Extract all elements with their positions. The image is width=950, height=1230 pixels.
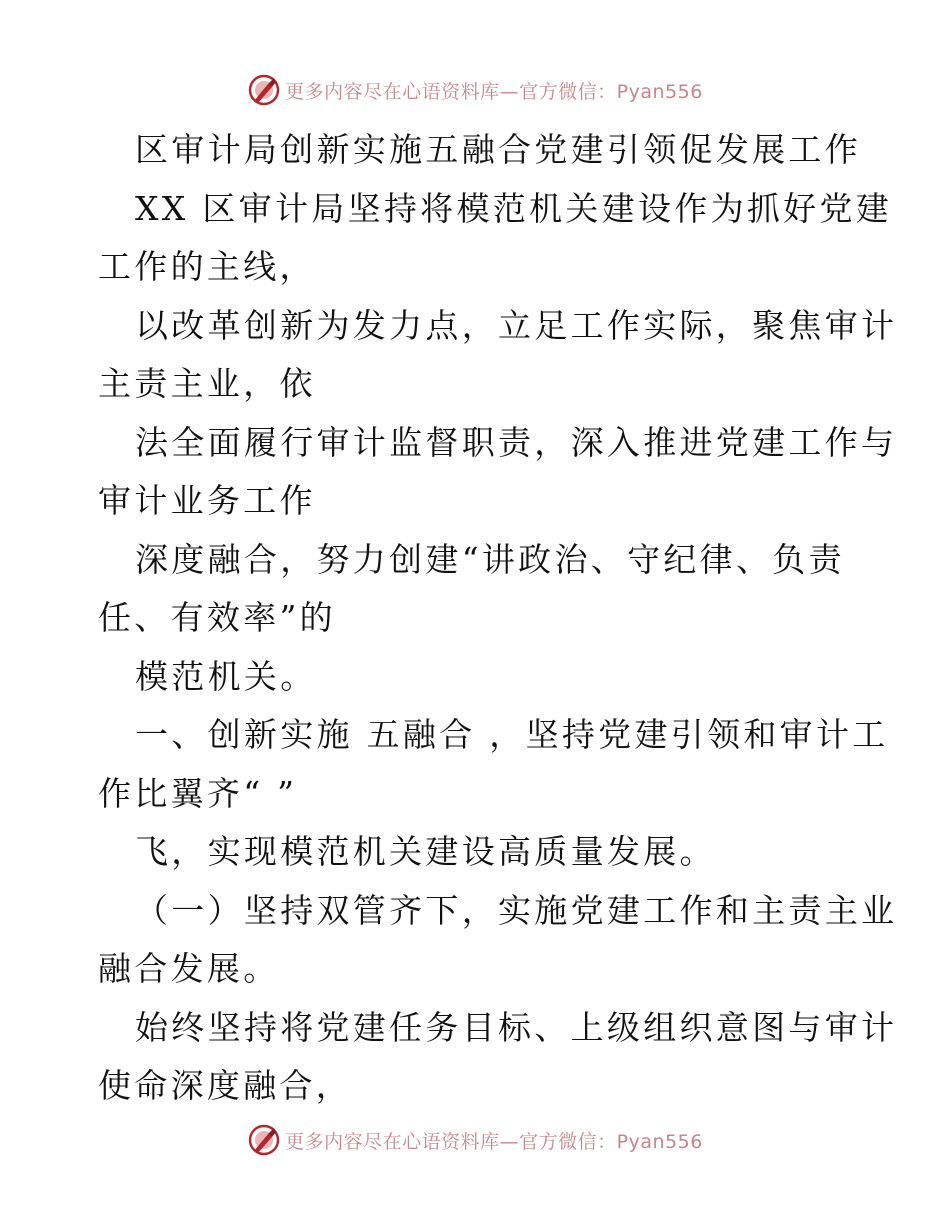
document-line: 融合发展。 — [98, 949, 280, 988]
document-line: 一、创新实施 五融合 ，坚持党建引领和审计工 — [135, 715, 889, 754]
document-line: 区审计局创新实施五融合党建引领促发展工作 — [135, 130, 861, 169]
pen-nib-circle-icon — [247, 1123, 281, 1157]
document-line: 以改革创新为发力点，立足工作实际，聚焦审计 — [135, 305, 898, 345]
watermark-text: 更多内容尽在心语资料库—官方微信：Pyan556 — [285, 80, 703, 103]
document-line: 法全面履行审计监督职责，深入推进党建工作与 — [135, 422, 898, 462]
document-line: 使命深度融合， — [98, 1066, 353, 1105]
document-line: 主责主业，依 — [98, 364, 316, 403]
document-line: 审计业务工作 — [98, 481, 316, 520]
document-line: 作比翼齐“ ” — [98, 773, 298, 813]
document-line: XX 区审计局坚持将模范机关建设作为抓好党建 — [135, 188, 893, 228]
watermark-text: 更多内容尽在心语资料库—官方微信：Pyan556 — [285, 1130, 703, 1153]
document-line: 工作的主线， — [98, 247, 316, 286]
document-line: （一）坚持双管齐下，实施党建工作和主责主业 — [135, 890, 898, 930]
watermark-footer — [0, 1120, 950, 1160]
document-line: 飞，实现模范机关建设高质量发展。 — [135, 832, 716, 871]
document-line: 始终坚持将党建任务目标、上级组织意图与审计 — [135, 1007, 898, 1047]
document-line: 任、有效率”的 — [98, 598, 336, 637]
document-body — [98, 121, 898, 1116]
document-line: 深度融合，努力创建“讲政治、守纪律、负责 — [135, 539, 845, 579]
pen-nib-circle-icon — [247, 73, 281, 107]
document-line: 模范机关。 — [135, 656, 317, 696]
watermark-header — [0, 70, 950, 110]
